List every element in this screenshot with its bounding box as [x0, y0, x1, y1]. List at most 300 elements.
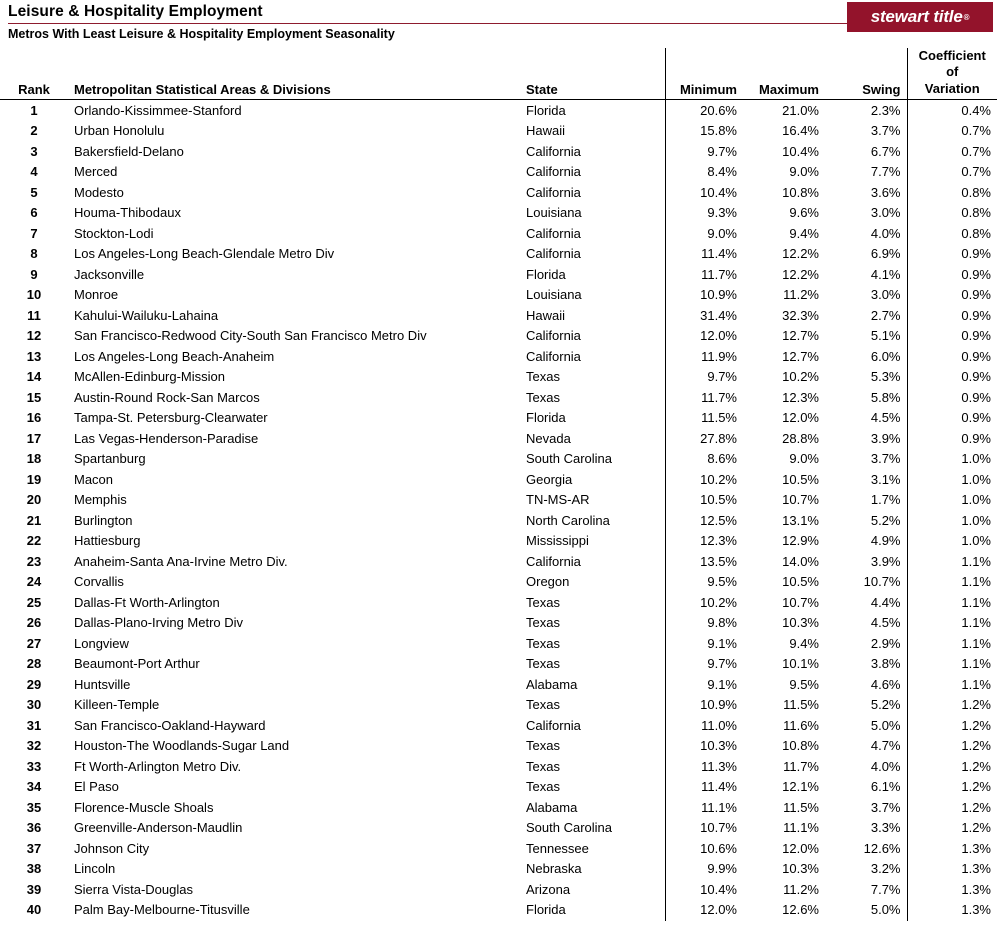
- table-row: [0, 183, 997, 204]
- cell-rank: 28: [26, 656, 42, 672]
- cell-swing: 4.6%: [870, 676, 901, 692]
- cell-minimum: 10.9%: [665, 285, 743, 306]
- cell-metro-area: Memphis: [74, 492, 127, 508]
- cell-maximum: 9.6%: [789, 205, 819, 221]
- cell-maximum: 10.3%: [782, 861, 819, 877]
- table-row: [0, 244, 997, 265]
- cell-minimum: 8.6%: [665, 449, 743, 470]
- cell-rank: 11: [27, 307, 41, 323]
- cell-minimum: 9.1%: [665, 634, 743, 655]
- column-header-swing-label: Swing: [862, 81, 901, 97]
- cell-minimum: 11.7%: [665, 265, 743, 286]
- cell-rank: 35: [26, 799, 42, 815]
- cell-rank: 16: [26, 410, 42, 426]
- table-row: [0, 203, 997, 224]
- cell-maximum: 9.4%: [789, 635, 819, 651]
- cell-coefficient-of-variation: 1.1%: [907, 634, 997, 655]
- cell-swing: 3.6%: [870, 184, 901, 200]
- cell-swing: 5.2%: [870, 697, 901, 713]
- cell-swing: 5.1%: [870, 328, 901, 344]
- cell-maximum: 21.0%: [782, 102, 819, 118]
- cell-rank: 31: [26, 717, 42, 733]
- cell-swing: 5.3%: [870, 369, 901, 385]
- cell-minimum: 12.0%: [665, 900, 743, 921]
- cell-swing: 1.7%: [870, 492, 901, 508]
- cell-maximum: 9.4%: [789, 225, 819, 241]
- cell-minimum: 10.6%: [665, 839, 743, 860]
- table-row: [0, 142, 997, 163]
- cell-swing: 6.7%: [870, 143, 901, 159]
- cell-metro-area: Killeen-Temple: [74, 697, 160, 713]
- cell-state: Louisiana: [526, 287, 582, 303]
- cell-maximum: 12.3%: [782, 389, 819, 405]
- cell-maximum: 10.7%: [782, 492, 819, 508]
- cell-rank: 12: [26, 328, 42, 344]
- cell-rank: 21: [26, 512, 42, 528]
- cell-coefficient-of-variation: 0.4%: [907, 99, 997, 121]
- cell-coefficient-of-variation: 0.7%: [907, 142, 997, 163]
- cell-maximum: 10.5%: [782, 574, 819, 590]
- table-row: [0, 798, 997, 819]
- cell-minimum: 9.8%: [665, 613, 743, 634]
- table-row: [0, 654, 997, 675]
- cell-metro-area: Modesto: [74, 184, 124, 200]
- cell-metro-area: Lincoln: [74, 861, 116, 877]
- cell-rank: 22: [26, 533, 42, 549]
- cell-swing: 5.8%: [870, 389, 901, 405]
- cell-minimum: 10.4%: [665, 183, 743, 204]
- cell-rank: 25: [26, 594, 42, 610]
- employment-table: [0, 48, 997, 921]
- cell-rank: 40: [26, 902, 42, 918]
- cell-maximum: 32.3%: [782, 307, 819, 323]
- cell-minimum: 12.0%: [665, 326, 743, 347]
- cell-minimum: 8.4%: [665, 162, 743, 183]
- cell-swing: 3.2%: [870, 861, 901, 877]
- table-row: [0, 716, 997, 737]
- table-row: [0, 224, 997, 245]
- cell-minimum: 11.4%: [665, 244, 743, 265]
- table-row: [0, 531, 997, 552]
- cell-coefficient-of-variation: 0.9%: [907, 326, 997, 347]
- cell-metro-area: San Francisco-Oakland-Hayward: [74, 717, 266, 733]
- table-row: [0, 613, 997, 634]
- column-header-rank-label: Rank: [18, 81, 50, 97]
- cell-metro-area: Corvallis: [74, 574, 124, 590]
- cell-metro-area: Austin-Round Rock-San Marcos: [74, 389, 260, 405]
- cell-minimum: 9.7%: [665, 367, 743, 388]
- cell-coefficient-of-variation: 1.2%: [907, 818, 997, 839]
- cell-metro-area: Ft Worth-Arlington Metro Div.: [74, 758, 242, 774]
- table-row: [0, 306, 997, 327]
- cell-rank: 27: [26, 635, 42, 651]
- cell-minimum: 10.7%: [665, 818, 743, 839]
- column-header-maximum: [743, 48, 825, 99]
- column-header-state-label: State: [526, 81, 558, 97]
- cell-swing: 6.9%: [870, 246, 901, 262]
- cell-metro-area: Sierra Vista-Douglas: [74, 881, 193, 897]
- cell-coefficient-of-variation: 0.7%: [907, 162, 997, 183]
- cell-swing: 2.9%: [870, 635, 901, 651]
- cell-maximum: 11.2%: [783, 881, 819, 897]
- cell-swing: 3.8%: [870, 656, 901, 672]
- cell-state: Texas: [526, 779, 560, 795]
- cell-minimum: 27.8%: [665, 429, 743, 450]
- table-row: [0, 265, 997, 286]
- cell-metro-area: Hattiesburg: [74, 533, 141, 549]
- cell-state: California: [526, 184, 581, 200]
- cell-swing: 7.7%: [870, 164, 901, 180]
- cell-rank: 15: [26, 389, 42, 405]
- column-header-state: [520, 48, 665, 99]
- table-row: [0, 859, 997, 880]
- cell-maximum: 11.2%: [783, 287, 819, 303]
- cell-rank: 5: [30, 184, 38, 200]
- cell-swing: 4.7%: [870, 738, 901, 754]
- cell-swing: 12.6%: [863, 840, 901, 856]
- cell-minimum: 9.1%: [665, 675, 743, 696]
- cell-minimum: 10.2%: [665, 593, 743, 614]
- cell-coefficient-of-variation: 1.0%: [907, 490, 997, 511]
- cell-swing: 3.7%: [870, 799, 901, 815]
- cell-coefficient-of-variation: 1.2%: [907, 736, 997, 757]
- cell-swing: 5.0%: [870, 717, 901, 733]
- column-header-coefficient-of-variation: [907, 48, 997, 99]
- cell-rank: 26: [26, 615, 42, 631]
- cell-coefficient-of-variation: 1.1%: [907, 654, 997, 675]
- cell-maximum: 14.0%: [782, 553, 819, 569]
- table-row: [0, 695, 997, 716]
- cell-minimum: 9.9%: [665, 859, 743, 880]
- cell-rank: 18: [26, 451, 42, 467]
- cell-coefficient-of-variation: 0.8%: [907, 203, 997, 224]
- cell-coefficient-of-variation: 1.2%: [907, 757, 997, 778]
- cell-minimum: 10.4%: [665, 880, 743, 901]
- cv-header-line3: Variation: [924, 80, 980, 96]
- cell-coefficient-of-variation: 0.8%: [907, 224, 997, 245]
- cell-metro-area: Jacksonville: [74, 266, 145, 282]
- page-title: Leisure & Hospitality Employment: [8, 3, 263, 20]
- table-row: [0, 634, 997, 655]
- cell-coefficient-of-variation: 1.0%: [907, 531, 997, 552]
- cell-state: Florida: [526, 410, 566, 426]
- cell-swing: 6.1%: [870, 779, 901, 795]
- cell-state: California: [526, 225, 581, 241]
- cell-coefficient-of-variation: 1.2%: [907, 798, 997, 819]
- table-header: [0, 48, 997, 99]
- cell-minimum: 20.6%: [665, 99, 743, 121]
- cell-rank: 24: [26, 574, 42, 590]
- cell-maximum: 12.2%: [782, 246, 819, 262]
- table-body: [0, 99, 997, 921]
- cell-state: Mississippi: [526, 533, 589, 549]
- column-header-swing: [825, 48, 907, 99]
- cell-swing: 4.0%: [870, 225, 901, 241]
- table-row: [0, 736, 997, 757]
- cell-metro-area: Dallas-Plano-Irving Metro Div: [74, 615, 244, 631]
- cell-state: TN-MS-AR: [526, 492, 590, 508]
- cell-maximum: 11.6%: [783, 717, 819, 733]
- cell-state: Texas: [526, 697, 560, 713]
- table-row: [0, 408, 997, 429]
- cell-minimum: 9.7%: [665, 654, 743, 675]
- cell-metro-area: McAllen-Edinburg-Mission: [74, 369, 225, 385]
- cell-coefficient-of-variation: 1.3%: [907, 859, 997, 880]
- cell-maximum: 12.7%: [782, 348, 819, 364]
- cell-coefficient-of-variation: 0.9%: [907, 408, 997, 429]
- cell-maximum: 10.3%: [782, 615, 819, 631]
- title-divider: [8, 23, 852, 24]
- cell-metro-area: Spartanburg: [74, 451, 146, 467]
- cell-swing: 4.5%: [870, 410, 901, 426]
- cell-coefficient-of-variation: 0.7%: [907, 121, 997, 142]
- cell-maximum: 11.7%: [783, 758, 819, 774]
- cell-metro-area: El Paso: [74, 779, 119, 795]
- cell-metro-area: Florence-Muscle Shoals: [74, 799, 214, 815]
- cell-maximum: 10.8%: [782, 184, 819, 200]
- cell-minimum: 11.7%: [665, 388, 743, 409]
- cell-swing: 3.9%: [870, 553, 901, 569]
- cell-maximum: 10.7%: [782, 594, 819, 610]
- cell-rank: 8: [30, 246, 38, 262]
- cell-swing: 4.0%: [870, 758, 901, 774]
- cell-metro-area: Orlando-Kissimmee-Stanford: [74, 102, 242, 118]
- table-row: [0, 99, 997, 121]
- column-header-minimum-label: Minimum: [679, 81, 737, 97]
- table-row: [0, 285, 997, 306]
- table-row: [0, 511, 997, 532]
- table-row: [0, 490, 997, 511]
- cell-rank: 33: [26, 758, 42, 774]
- cell-rank: 38: [26, 861, 42, 877]
- cell-coefficient-of-variation: 1.1%: [907, 675, 997, 696]
- cell-state: Hawaii: [526, 307, 566, 323]
- table-row: [0, 572, 997, 593]
- cell-maximum: 12.1%: [782, 779, 819, 795]
- cell-rank: 19: [26, 471, 42, 487]
- cell-state: Texas: [526, 738, 560, 754]
- cell-rank: 7: [30, 225, 38, 241]
- cell-swing: 4.5%: [870, 615, 901, 631]
- cell-state: South Carolina: [526, 820, 612, 836]
- cell-minimum: 9.3%: [665, 203, 743, 224]
- cell-coefficient-of-variation: 1.1%: [907, 593, 997, 614]
- table-row: [0, 326, 997, 347]
- cell-swing: 3.0%: [870, 205, 901, 221]
- cell-maximum: 12.0%: [782, 840, 819, 856]
- cell-maximum: 13.1%: [782, 512, 819, 528]
- cell-rank: 34: [26, 779, 42, 795]
- cell-coefficient-of-variation: 1.3%: [907, 880, 997, 901]
- registered-trademark-icon: ®: [963, 12, 970, 22]
- cell-maximum: 12.2%: [782, 266, 819, 282]
- cell-state: Texas: [526, 615, 560, 631]
- cell-coefficient-of-variation: 0.9%: [907, 285, 997, 306]
- cell-rank: 13: [26, 348, 42, 364]
- cell-metro-area: Los Angeles-Long Beach-Anaheim: [74, 348, 275, 364]
- cell-maximum: 12.6%: [782, 902, 819, 918]
- cell-metro-area: Greenville-Anderson-Maudlin: [74, 820, 243, 836]
- cell-state: Texas: [526, 635, 560, 651]
- cell-rank: 1: [30, 102, 38, 118]
- cell-minimum: 11.5%: [665, 408, 743, 429]
- report-header: [0, 0, 997, 48]
- table-row: [0, 839, 997, 860]
- cell-coefficient-of-variation: 1.2%: [907, 777, 997, 798]
- cell-swing: 5.2%: [870, 512, 901, 528]
- cell-maximum: 11.5%: [783, 799, 819, 815]
- cell-state: California: [526, 717, 581, 733]
- cell-minimum: 11.9%: [665, 347, 743, 368]
- cell-swing: 4.9%: [870, 533, 901, 549]
- cell-coefficient-of-variation: 0.9%: [907, 347, 997, 368]
- table-row: [0, 880, 997, 901]
- column-header-msa-label: Metropolitan Statistical Areas & Divisions: [74, 81, 331, 97]
- cell-metro-area: Monroe: [74, 287, 119, 303]
- cell-minimum: 12.3%: [665, 531, 743, 552]
- column-header-rank: [0, 48, 68, 99]
- cell-swing: 6.0%: [870, 348, 901, 364]
- table-row: [0, 777, 997, 798]
- cell-state: Georgia: [526, 471, 573, 487]
- cell-maximum: 10.5%: [782, 471, 819, 487]
- table-row: [0, 757, 997, 778]
- cell-maximum: 10.4%: [782, 143, 819, 159]
- table-row: [0, 675, 997, 696]
- cell-maximum: 10.2%: [782, 369, 819, 385]
- cell-swing: 3.1%: [870, 471, 901, 487]
- cell-state: Hawaii: [526, 123, 566, 139]
- cell-coefficient-of-variation: 1.1%: [907, 613, 997, 634]
- cell-swing: 4.4%: [870, 594, 901, 610]
- cell-metro-area: Merced: [74, 164, 118, 180]
- cell-coefficient-of-variation: 1.0%: [907, 511, 997, 532]
- cell-minimum: 13.5%: [665, 552, 743, 573]
- cell-minimum: 10.5%: [665, 490, 743, 511]
- cell-state: Florida: [526, 266, 566, 282]
- cell-maximum: 10.1%: [782, 656, 819, 672]
- cell-coefficient-of-variation: 0.9%: [907, 306, 997, 327]
- cell-rank: 9: [30, 266, 38, 282]
- cell-swing: 3.7%: [870, 123, 901, 139]
- cell-state: Florida: [526, 902, 566, 918]
- cell-minimum: 15.8%: [665, 121, 743, 142]
- cell-maximum: 12.9%: [782, 533, 819, 549]
- cell-metro-area: Huntsville: [74, 676, 131, 692]
- cell-metro-area: San Francisco-Redwood City-South San Francisco Metro Div: [74, 328, 427, 344]
- cell-metro-area: Tampa-St. Petersburg-Clearwater: [74, 410, 268, 426]
- cell-coefficient-of-variation: 1.0%: [907, 449, 997, 470]
- cell-metro-area: Houston-The Woodlands-Sugar Land: [74, 738, 290, 754]
- cell-minimum: 11.3%: [665, 757, 743, 778]
- cell-rank: 3: [30, 143, 38, 159]
- cell-rank: 14: [26, 369, 42, 385]
- cell-state: Alabama: [526, 676, 578, 692]
- cell-state: Oregon: [526, 574, 570, 590]
- cell-metro-area: Burlington: [74, 512, 133, 528]
- cell-rank: 6: [30, 205, 38, 221]
- cell-metro-area: Anaheim-Santa Ana-Irvine Metro Div.: [74, 553, 288, 569]
- cell-state: Texas: [526, 758, 560, 774]
- cell-state: Florida: [526, 102, 566, 118]
- cell-minimum: 10.9%: [665, 695, 743, 716]
- cell-swing: 10.7%: [863, 574, 901, 590]
- cell-rank: 17: [26, 430, 42, 446]
- cell-coefficient-of-variation: 0.9%: [907, 388, 997, 409]
- cell-rank: 2: [30, 123, 38, 139]
- cell-state: California: [526, 143, 581, 159]
- cell-minimum: 11.1%: [665, 798, 743, 819]
- cell-metro-area: Johnson City: [74, 840, 150, 856]
- cell-state: Nevada: [526, 430, 571, 446]
- cell-coefficient-of-variation: 1.3%: [907, 900, 997, 921]
- table-row: [0, 593, 997, 614]
- cell-metro-area: Beaumont-Port Arthur: [74, 656, 200, 672]
- page-subtitle: Metros With Least Leisure & Hospitality Employment Seasonality: [8, 27, 395, 41]
- cell-swing: 5.0%: [870, 902, 901, 918]
- cell-metro-area: Palm Bay-Melbourne-Titusville: [74, 902, 250, 918]
- cell-swing: 7.7%: [870, 881, 901, 897]
- cell-metro-area: Longview: [74, 635, 129, 651]
- cell-coefficient-of-variation: 0.9%: [907, 244, 997, 265]
- cell-rank: 30: [26, 697, 42, 713]
- cell-maximum: 11.5%: [783, 697, 819, 713]
- cell-state: Tennessee: [526, 840, 589, 856]
- cell-swing: 3.0%: [870, 287, 901, 303]
- cell-maximum: 9.0%: [789, 451, 819, 467]
- cell-maximum: 12.0%: [782, 410, 819, 426]
- cell-state: Texas: [526, 656, 560, 672]
- cell-state: California: [526, 246, 581, 262]
- cell-maximum: 28.8%: [782, 430, 819, 446]
- cell-coefficient-of-variation: 0.8%: [907, 183, 997, 204]
- cell-maximum: 16.4%: [782, 123, 819, 139]
- table-row: [0, 388, 997, 409]
- cell-rank: 10: [26, 287, 42, 303]
- cell-swing: 3.7%: [870, 451, 901, 467]
- cell-coefficient-of-variation: 0.9%: [907, 265, 997, 286]
- cell-coefficient-of-variation: 1.3%: [907, 839, 997, 860]
- cell-coefficient-of-variation: 0.9%: [907, 367, 997, 388]
- cell-swing: 2.3%: [870, 102, 901, 118]
- cell-metro-area: Los Angeles-Long Beach-Glendale Metro Div: [74, 246, 335, 262]
- table-row: [0, 449, 997, 470]
- cell-coefficient-of-variation: 1.2%: [907, 695, 997, 716]
- cell-coefficient-of-variation: 1.0%: [907, 470, 997, 491]
- cell-rank: 29: [26, 676, 42, 692]
- cell-minimum: 9.0%: [665, 224, 743, 245]
- cell-state: Texas: [526, 389, 560, 405]
- cell-coefficient-of-variation: 1.1%: [907, 572, 997, 593]
- cell-maximum: 9.5%: [789, 676, 819, 692]
- column-header-msa: [68, 48, 520, 99]
- cell-coefficient-of-variation: 1.2%: [907, 716, 997, 737]
- cell-state: Nebraska: [526, 861, 582, 877]
- cell-rank: 23: [26, 553, 42, 569]
- cell-swing: 2.7%: [870, 307, 901, 323]
- cell-rank: 37: [26, 840, 42, 856]
- cell-state: California: [526, 328, 581, 344]
- cell-state: Arizona: [526, 881, 571, 897]
- cell-metro-area: Kahului-Wailuku-Lahaina: [74, 307, 219, 323]
- cell-state: North Carolina: [526, 512, 610, 528]
- cell-metro-area: Bakersfield-Delano: [74, 143, 184, 159]
- table-row: [0, 900, 997, 921]
- table-row: [0, 818, 997, 839]
- cell-rank: 36: [26, 820, 42, 836]
- cell-rank: 4: [30, 164, 38, 180]
- cell-state: Louisiana: [526, 205, 582, 221]
